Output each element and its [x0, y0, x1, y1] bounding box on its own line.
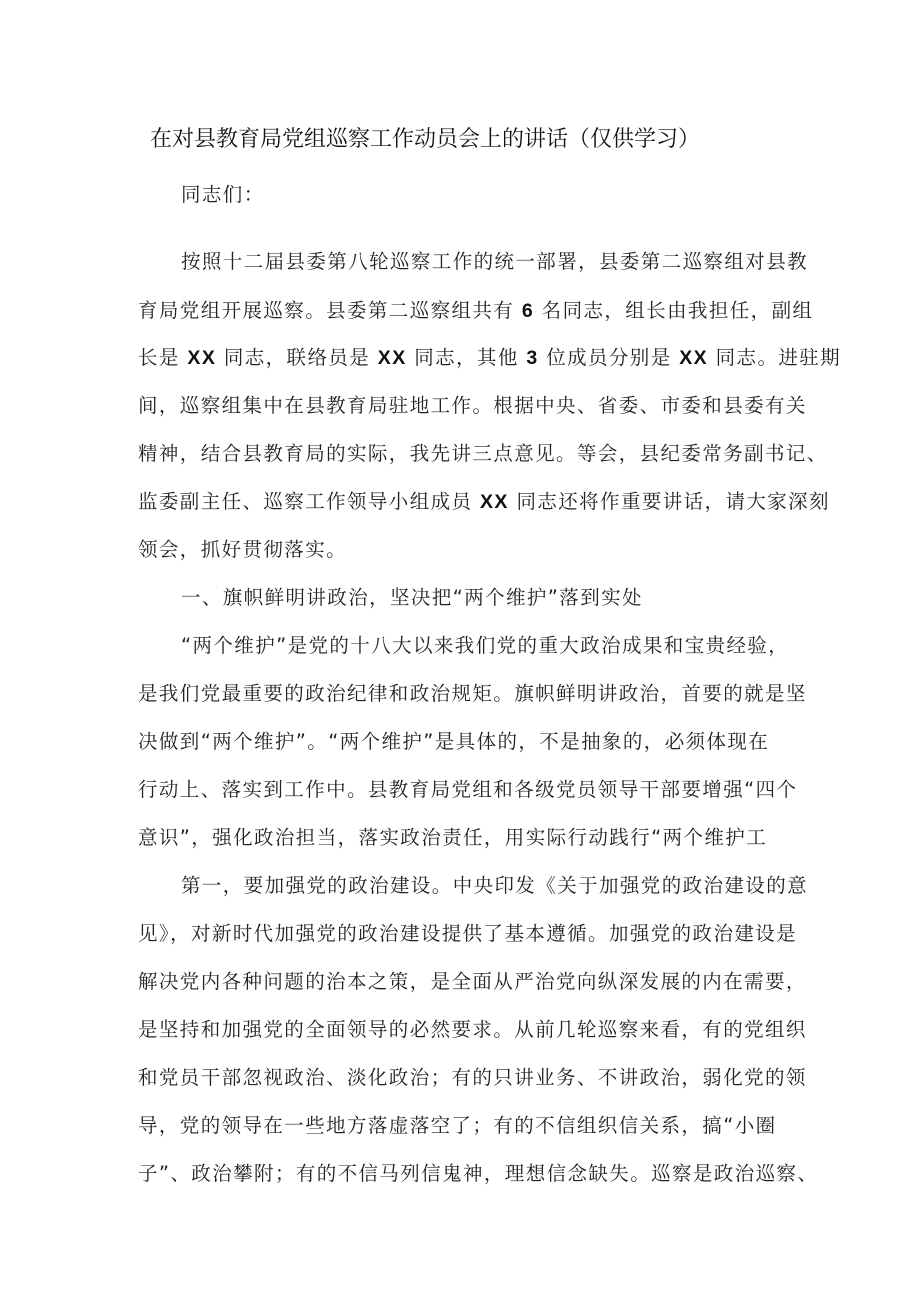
paragraph-line: 间，巡察组集中在县教育局驻地工作。根据中央、省委、市委和县委有关 [138, 394, 807, 417]
paragraph-line: 是我们党最重要的政治纪律和政治规矩。旗帜鲜明讲政治，首要的就是坚 [138, 682, 807, 705]
paragraph-line: 第一，要加强党的政治建设。中央印发《关于加强党的政治建设的意 [181, 874, 809, 897]
paragraph-line: 精神，结合县教育局的实际，我先讲三点意见。等会，县纪委常务副书记、 [138, 442, 828, 465]
paragraph-line: 监委副主任、巡察工作领导小组成员 XX 同志还将作重要讲话，请大家深刻 [138, 490, 830, 513]
paragraph-line: 导，党的领导在一些地方落虚落空了；有的不信组织信关系，搞“小圈 [138, 1114, 777, 1137]
paragraph-line: 见》，对新时代加强党的政治建设提供了基本遵循。加强党的政治建设是 [138, 922, 798, 945]
section-heading: 一、旗帜鲜明讲政治，坚决把“两个维护”落到实处 [181, 586, 643, 609]
paragraph-line: 长是 XX 同志，联络员是 XX 同志，其他 3 位成员分别是 XX 同志。进驻期 [138, 346, 842, 369]
paragraph-line: 和党员干部忽视政治、淡化政治；有的只讲业务、不讲政治，弱化党的领 [138, 1066, 807, 1089]
paragraph-line: 领会，抓好贯彻落实。 [138, 538, 348, 561]
paragraph-line: 子”、政治攀附；有的不信马列信鬼神，理想信念缺失。巡察是政治巡察、 [138, 1162, 819, 1185]
paragraph-line: 意识”，强化政治担当，落实政治责任，用实际行动践行“两个维护工 [138, 826, 768, 849]
paragraph-line: “两个维护”是党的十八大以来我们党的重大政治成果和宝贵经验， [181, 634, 790, 657]
paragraph-line: 行动上、落实到工作中。县教育局党组和各级党员领导干部要增强“四个 [138, 778, 798, 801]
salutation: 同志们： [181, 183, 265, 206]
paragraph-line: 是坚持和加强党的全面领导的必然要求。从前几轮巡察来看，有的党组织 [138, 1018, 807, 1041]
paragraph-line: 按照十二届县委第八轮巡察工作的统一部署，县委第二巡察组对县教 [181, 250, 809, 273]
paragraph-line: 决做到“两个维护”。“两个维护”是具体的，不是抽象的，必须体现在 [138, 730, 770, 753]
paragraph-line: 解决党内各种问题的治本之策，是全面从严治党向纵深发展的内在需要， [138, 970, 807, 993]
document-title: 在对县教育局党组巡察工作动员会上的讲话（仅供学习） [150, 127, 701, 152]
paragraph-line: 育局党组开展巡察。县委第二巡察组共有 6 名同志，组长由我担任，副组 [138, 299, 814, 322]
